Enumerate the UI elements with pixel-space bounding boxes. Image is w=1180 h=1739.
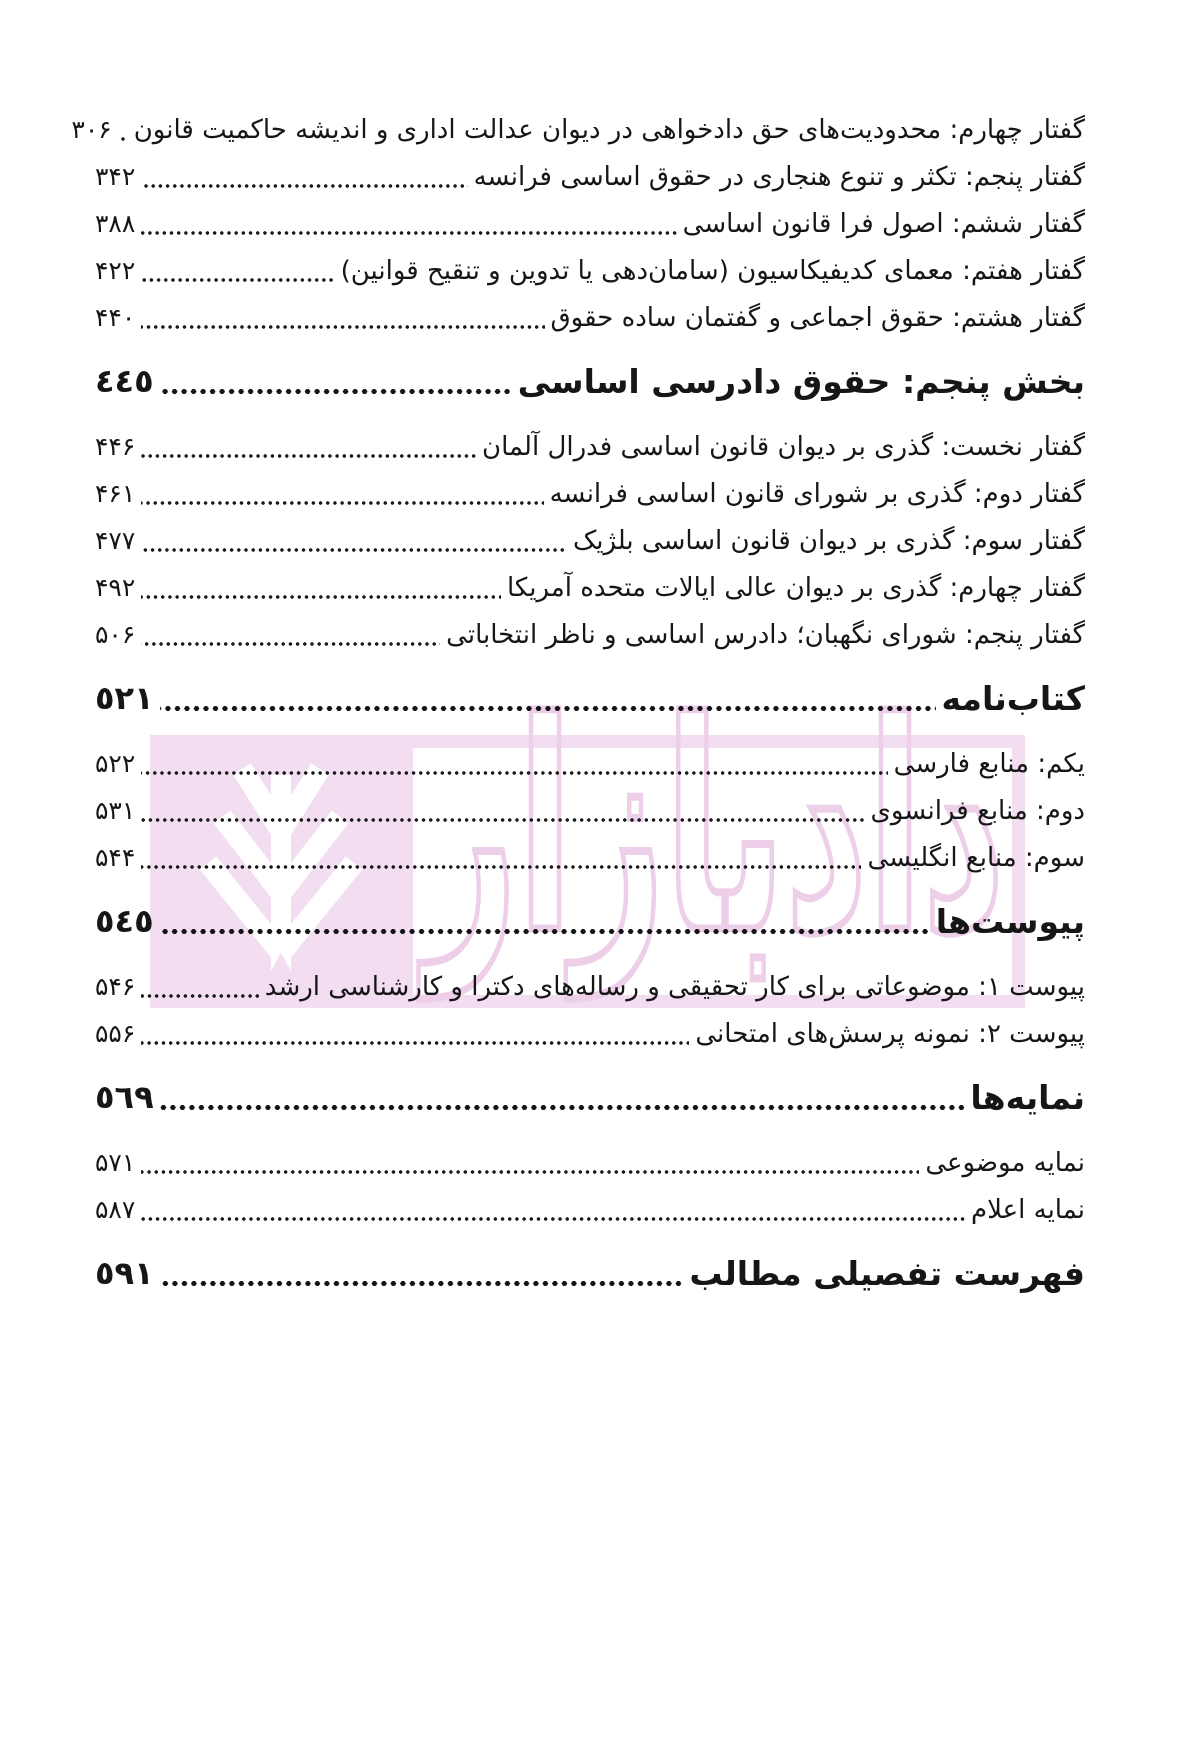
toc-item-row [95,294,1085,341]
toc-entry-page-number: ۵۰۶ [95,620,136,649]
toc-item-row [95,153,1085,200]
dotted-leader [141,247,334,294]
toc-entry-page-number: ٥٩١ [95,1254,154,1292]
dotted-leader [141,1186,965,1233]
toc-entry-page-number: ۵۴۶ [95,972,136,1001]
toc-entry-page-number: ۵۴۴ [95,843,136,872]
toc-entry-title: پیوست ۱: موضوعاتی برای کار تحقیقی و رساله‌های دکترا و کارشناسی ارشد [264,971,1085,1002]
toc-entry-page-number: ۵۲۲ [95,749,136,778]
toc-entry-title: گفتار پنجم: تکثر و تنوع هنجاری در حقوق اساسی فرانسه [473,161,1085,192]
dotted-leader [141,834,861,881]
toc-heading-row [95,670,1085,726]
toc-entry-page-number: ٤٤٥ [95,362,154,400]
dotted-leader [118,106,128,153]
toc-heading-row [95,353,1085,409]
dotted-leader [141,294,544,341]
toc-entry-title: گفتار نخست: گذری بر دیوان قانون اساسی فدرال آلمان [482,431,1085,462]
toc-item-row [95,517,1085,564]
toc-entry-page-number: ۴۲۲ [95,256,136,285]
toc-item-row [95,247,1085,294]
dotted-leader [141,564,501,611]
dotted-leader [141,153,467,200]
toc-entry-page-number: ٥٢١ [95,679,154,717]
dotted-leader [141,200,676,247]
toc-entry-page-number: ۳۰۶ [71,115,112,144]
toc-item-row [95,200,1085,247]
dotted-leader [160,893,930,949]
toc-item-row [71,106,1085,153]
dotted-leader [160,1245,684,1301]
toc-entry-page-number: ۵۸۷ [95,1195,136,1224]
toc-entry-title: بخش پنجم: حقوق دادرسی اساسی [517,361,1085,401]
toc-entry-title: گفتار چهارم: محدودیت‌های حق دادخواهی در دیوان عدالت اداری و اندیشه حاکمیت قانون [133,114,1085,145]
toc-entry-title: کتاب‌نامه [941,678,1085,718]
dotted-leader [141,517,567,564]
toc-entry-title: نمایه‌ها [970,1077,1085,1117]
toc-item-row [95,787,1085,834]
dotted-leader [141,1010,689,1057]
toc-entry-title: گفتار سوم: گذری بر دیوان قانون اساسی بلژیک [572,525,1085,556]
dotted-leader [160,353,512,409]
toc-item-row [95,564,1085,611]
toc-entry-title: سوم: منابع انگلیسی [867,842,1085,873]
toc-item-row [95,740,1085,787]
toc-entry-page-number: ۴۶۱ [95,479,136,508]
toc-entry-title: پیوست‌ها [935,901,1085,941]
toc-entry-page-number: ۴۴۶ [95,432,136,461]
toc-entry-title: پیوست ۲: نمونه پرسش‌های امتحانی [695,1018,1085,1049]
toc-heading-row [95,893,1085,949]
toc-entry-title: گفتار چهارم: گذری بر دیوان عالی ایالات متحده آمریکا [507,572,1085,603]
toc-entry-title: گفتار پنجم: شورای نگهبان؛ دادرس اساسی و ناظر انتخاباتی [446,619,1085,650]
toc-entry-page-number: ۳۴۲ [95,162,136,191]
toc-item-row [95,1139,1085,1186]
toc-item-row [95,470,1085,517]
toc-item-row [95,611,1085,658]
toc-list [71,0,1085,1301]
dotted-leader [141,611,440,658]
toc-item-row [95,1186,1085,1233]
dotted-leader [160,670,936,726]
dotted-leader [141,470,543,517]
toc-item-row [95,423,1085,470]
toc-entry-page-number: ۴۹۲ [95,573,136,602]
dotted-leader [141,740,887,787]
toc-entry-title: گفتار دوم: گذری بر شورای قانون اساسی فرانسه [549,478,1085,509]
toc-entry-page-number: ۵۷۱ [95,1148,136,1177]
toc-entry-page-number: ۵۵۶ [95,1019,136,1048]
toc-entry-title: فهرست تفصیلی مطالب [689,1253,1085,1293]
toc-entry-title: نمایه موضوعی [925,1147,1085,1178]
toc-item-row [95,963,1085,1010]
toc-entry-page-number: ۳۸۸ [95,209,136,238]
toc-entry-page-number: ۵۳۱ [95,796,136,825]
toc-item-row [95,1010,1085,1057]
toc-entry-page-number: ٥٦٩ [95,1078,154,1116]
dotted-leader [160,1069,965,1125]
toc-item-row [95,834,1085,881]
dotted-leader [141,423,476,470]
toc-entry-title: یکم: منابع فارسی [893,748,1085,779]
toc-heading-row [95,1069,1085,1125]
toc-entry-page-number: ۴۷۷ [95,526,136,555]
dotted-leader [141,963,259,1010]
toc-entry-page-number: ۴۴۰ [95,303,136,332]
dotted-leader [141,787,864,834]
toc-entry-title: گفتار هشتم: حقوق اجماعی و گفتمان ساده حقوق [550,302,1085,333]
toc-entry-title: دوم: منابع فرانسوی [870,795,1085,826]
dotted-leader [141,1139,919,1186]
toc-entry-title: گفتار هفتم: معمای کدیفیکاسیون (سامان‌دهی یا تدوین و تنقیح قوانین) [340,255,1085,286]
toc-entry-title: گفتار ششم: اصول فرا قانون اساسی [682,208,1085,239]
toc-entry-title: نمایه اعلام [971,1194,1085,1225]
toc-entry-page-number: ٥٤٥ [95,902,154,940]
toc-heading-row [95,1245,1085,1301]
